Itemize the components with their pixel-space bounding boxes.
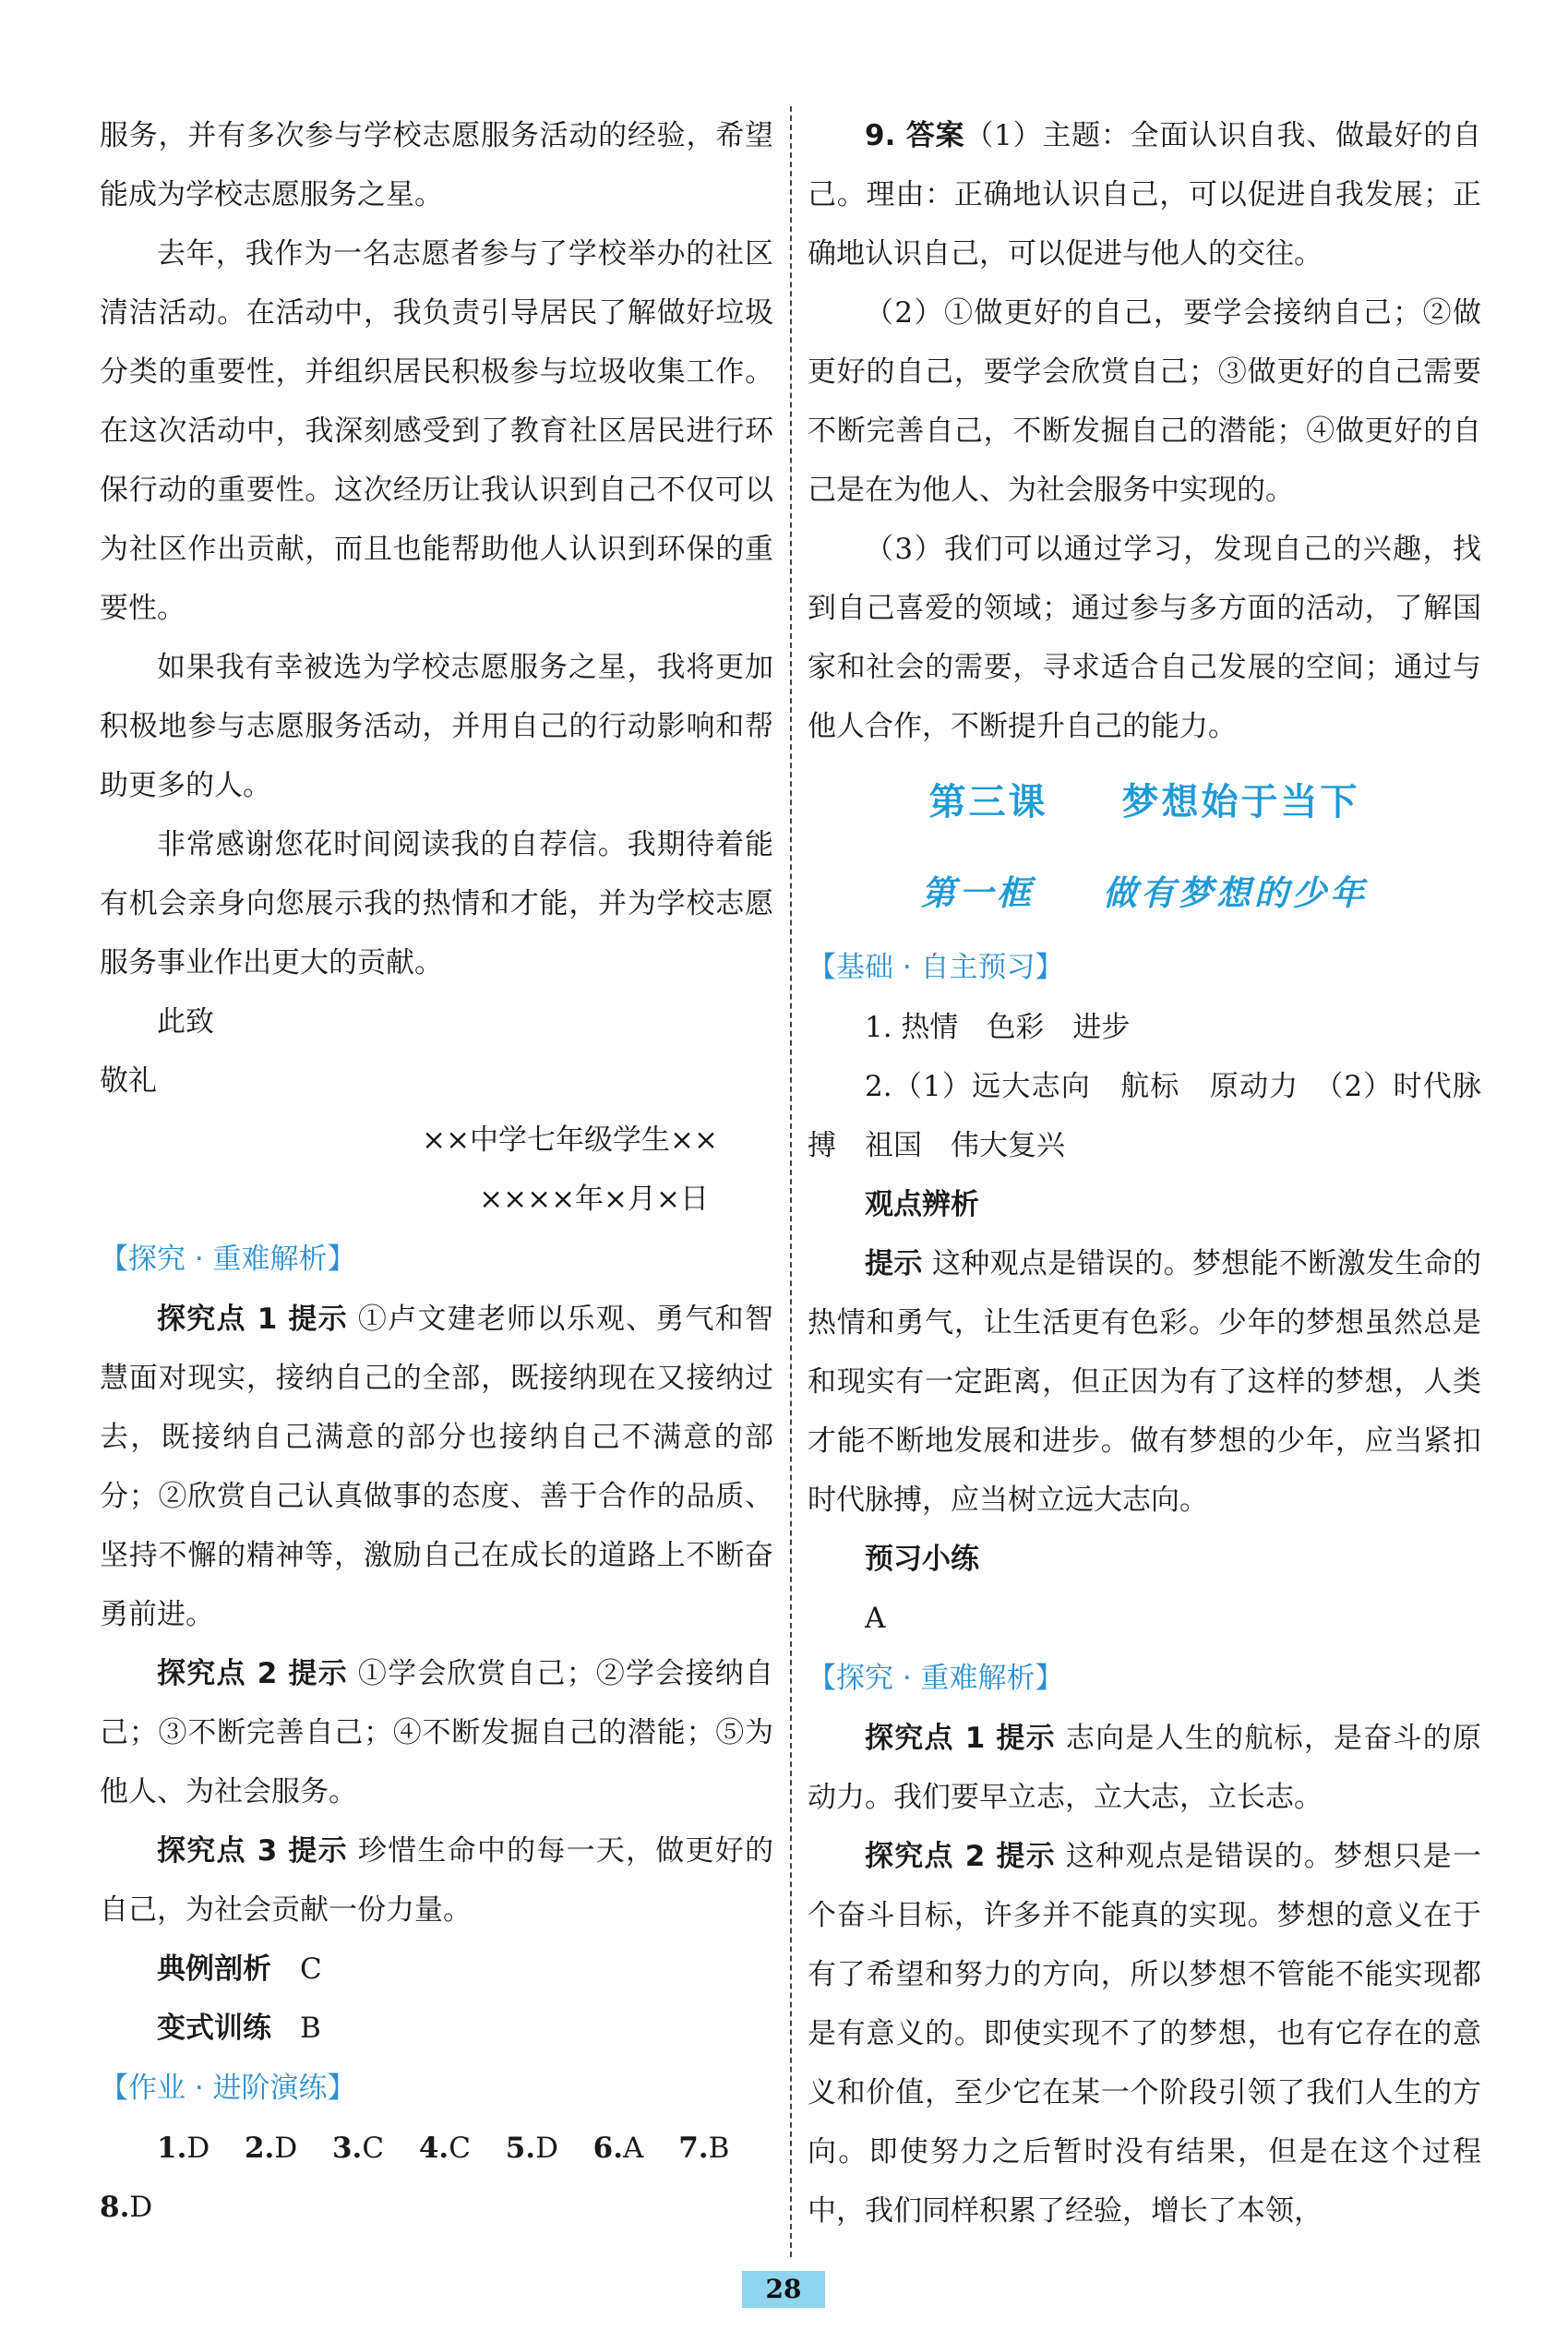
- answer-letter: D: [186, 2132, 210, 2165]
- answer-number: 6.: [592, 2132, 624, 2165]
- lesson-title: [808, 756, 1481, 848]
- frame-name: 做有梦想的少年: [1103, 872, 1368, 913]
- preview-answer-2: 2.（1）远大志向 航标 原动力 （2）时代脉搏 祖国 伟大复兴: [808, 1070, 1481, 1162]
- tanjiu-point-3-text: 珍惜生命中的每一天，做更好的自己，为社会贡献一份力量。: [100, 1834, 774, 1927]
- dianli-label: 典例剖析: [157, 1952, 271, 1986]
- answer-number: 3.: [331, 2132, 363, 2165]
- letter-closing-1: 此致: [157, 1005, 214, 1039]
- section-heading-zuoye: 【作业 · 进阶演练】: [100, 2072, 356, 2105]
- page-number: 28: [742, 2271, 825, 2308]
- tanjiu-point-3: [100, 1821, 773, 1940]
- answer-number: 5.: [505, 2132, 536, 2165]
- letter-paragraph-2: 去年，我作为一名志愿者参与了学校举办的社区清洁活动。在活动中，我负责引导居民了解做好垃圾分类的重要性，并组织居民积极参与垃圾收集工作。在这次活动中，我深刻感受到了教育社区居民进行环保行动的重要性。这次经历让我认识到自己不仅可以为社区作出贡献，而且也能帮助他人认识到环保的重要性。: [100, 237, 773, 625]
- yuxi-heading: 预习小练: [865, 1543, 979, 1576]
- dianli-row: [100, 1940, 773, 1999]
- answer-number: 1.: [157, 2132, 187, 2165]
- frame-number: 第一框: [921, 872, 1035, 913]
- tanjiu-point-2-label: 探究点 2 提示: [157, 1657, 348, 1690]
- bianshi-label: 变式训练: [157, 2012, 271, 2045]
- column-divider: [790, 106, 792, 2257]
- guandian-heading: 观点辨析: [865, 1188, 979, 1221]
- answer-number: 7.: [678, 2132, 709, 2165]
- bianshi-answer: B: [300, 2012, 321, 2045]
- right-tanjiu-point-2-label: 探究点 2 提示: [865, 1840, 1056, 1873]
- dianli-answer: C: [300, 1952, 322, 1986]
- right-column: [808, 106, 1481, 2241]
- q9-paragraph-2: （2）①做更好的自己，要学会接纳自己；②做更好的自己，要学会欣赏自己；③做更好的自己需要不断完善自己，不断发掘自己的潜能；④做更好的自己是在为他人、为社会服务中实现的。: [808, 296, 1481, 507]
- q9-paragraph-1: [808, 106, 1481, 283]
- answer-letter: A: [623, 2132, 644, 2165]
- letter-signature: ××中学七年级学生××: [422, 1123, 718, 1157]
- answer-number: 4.: [418, 2132, 449, 2165]
- section-heading-jichu: 【基础 · 自主预习】: [808, 951, 1064, 984]
- tanjiu-point-3-label: 探究点 3 提示: [157, 1834, 348, 1868]
- right-tanjiu-point-2: [808, 1827, 1481, 2241]
- frame-title: [808, 848, 1481, 937]
- letter-closing-2: 敬礼: [100, 1064, 157, 1098]
- tanjiu-point-1-text: ①卢文建老师以乐观、勇气和智慧面对现实，接纳自己的全部，既接纳现在又接纳过去，既接纳自己满意的部分也接纳自己不满意的部分；②欣赏自己认真做事的态度、善于合作的品质、坚持不懈的精神等，激励自己在成长的道路上不断奋勇前进。: [100, 1303, 774, 1631]
- answer-letter: D: [129, 2191, 153, 2224]
- right-tanjiu-point-1-text: 志向是人生的航标，是奋斗的原动力。我们要早立志，立大志，立长志。: [808, 1722, 1482, 1814]
- letter-paragraph-3: 如果我有幸被选为学校志愿服务之星，我将更加积极地参与志愿服务活动，并用自己的行动影响和帮助更多的人。: [100, 651, 773, 802]
- tanjiu-point-2-text: ①学会欣赏自己；②学会接纳自己；③不断完善自己；④不断发掘自己的潜能；⑤为他人、为社会服务。: [100, 1657, 774, 1808]
- q9-label: 9. 答案: [865, 119, 965, 152]
- yuxi-answer: A: [865, 1602, 886, 1635]
- section-heading-tanjiu: 【探究 · 重难解析】: [100, 1243, 356, 1276]
- lesson-number: 第三课: [928, 781, 1048, 823]
- tishi-label: 提示: [865, 1247, 923, 1280]
- tanjiu-point-2: [100, 1644, 773, 1821]
- tishi-text: 这种观点是错误的。梦想能不断激发生命的热情和勇气，让生活更有色彩。少年的梦想虽然总是和现实有一定距离，但正因为有了这样的梦想，人类才能不断地发展和进步。做有梦想的少年，应当紧扣时代脉搏，应当树立远大志向。: [808, 1247, 1482, 1517]
- answer-letter: C: [362, 2132, 385, 2165]
- answer-number: 8.: [100, 2191, 130, 2224]
- letter-paragraph-1: 服务，并有多次参与学校志愿服务活动的经验，希望能成为学校志愿服务之星。: [100, 119, 773, 211]
- lesson-name: 梦想始于当下: [1121, 781, 1360, 823]
- right-tanjiu-point-2-text: 这种观点是错误的。梦想只是一个奋斗目标，许多并不能真的实现。梦想的意义在于有了希望和努力的方向，所以梦想不管能不能实现都是有意义的。即使实现不了的梦想，也有它存在的意义和价值，至少它在某一个阶段引领了我们人生的方向。即使努力之后暂时没有结果，但是在这个过程中，我们同样积累了经验，增长了本领，: [808, 1840, 1482, 2228]
- answer-letter: B: [708, 2132, 730, 2165]
- left-column: [100, 106, 773, 2237]
- letter-paragraph-4: 非常感谢您花时间阅读我的自荐信。我期待着能有机会亲身向您展示我的热情和才能，并为学校志愿服务事业作出更大的贡献。: [100, 828, 773, 979]
- q9-paragraph-3: （3）我们可以通过学习，发现自己的兴趣，找到自己喜爱的领域；通过参与多方面的活动，了解国家和社会的需要，寻求适合自己发展的空间；通过与他人合作，不断提升自己的能力。: [808, 533, 1481, 743]
- right-tanjiu-point-1-label: 探究点 1 提示: [865, 1722, 1056, 1755]
- answer-row-2: [100, 2178, 773, 2237]
- section-heading-tanjiu-right: 【探究 · 重难解析】: [808, 1662, 1064, 1695]
- right-tanjiu-point-1: [808, 1709, 1481, 1827]
- q9-text-1: （1）主题：全面认识自我、做最好的自己。理由：正确地认识自己，可以促进自我发展；正确地认识自己，可以促进与他人的交往。: [808, 119, 1481, 270]
- tanjiu-point-1: [100, 1290, 773, 1644]
- answer-letter: C: [449, 2132, 471, 2165]
- answer-letter: D: [535, 2132, 558, 2165]
- bianshi-row: [100, 1999, 773, 2058]
- answer-number: 2.: [244, 2132, 275, 2165]
- answer-letter: D: [274, 2132, 298, 2165]
- tanjiu-point-1-label: 探究点 1 提示: [157, 1303, 348, 1336]
- preview-answer-1: 1. 热情 色彩 进步: [865, 1011, 1131, 1044]
- answer-row: [100, 2119, 773, 2178]
- tishi-paragraph: [808, 1234, 1481, 1530]
- letter-date: ××××年×月×日: [479, 1183, 709, 1216]
